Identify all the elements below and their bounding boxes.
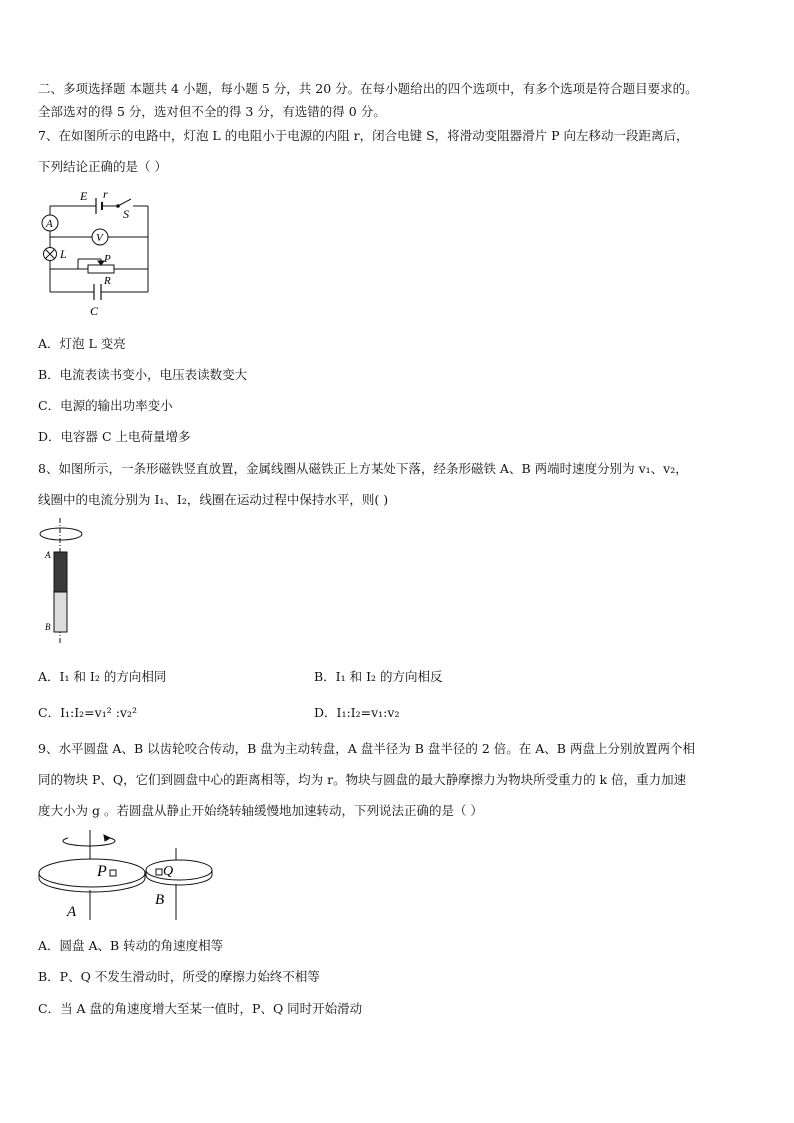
label-L: L bbox=[60, 247, 67, 261]
label-r: r bbox=[103, 187, 108, 201]
label-C: C bbox=[90, 304, 99, 318]
q8-option-d: D．I₁:I₂=v₁:v₂ bbox=[314, 705, 400, 720]
q9-discs-diagram bbox=[38, 830, 218, 925]
label-R: R bbox=[104, 275, 111, 287]
q7-option-c: C．电源的输出功率变小 bbox=[38, 398, 173, 413]
label-P: P bbox=[104, 253, 111, 265]
voltmeter-icon: V bbox=[96, 232, 103, 244]
q7-option-a: A．灯泡 L 变亮 bbox=[38, 336, 126, 351]
q8-magnet-coil-diagram bbox=[38, 516, 98, 646]
label-S: S bbox=[123, 207, 129, 221]
q7-circuit-diagram bbox=[38, 185, 158, 317]
q8-stem-line-1: 8、如图所示，一条形磁铁竖直放置，金属线圈从磁铁正上方某处下落，经条形磁铁 A、B 两端时速度分别为 v₁、v₂， bbox=[38, 461, 688, 476]
magnet-label-A: A bbox=[45, 550, 51, 560]
label-E: E bbox=[80, 189, 88, 203]
q7-option-d: D．电容器 C 上电荷量增多 bbox=[38, 429, 191, 444]
q9-option-b: B．P、Q 不发生滑动时，所受的摩擦力始终不相等 bbox=[38, 969, 320, 984]
q7-stem-line-1: 7、在如图所示的电路中，灯泡 L 的电阻小于电源的内阻 r，闭合电键 S，将滑动变阻器滑片 P 向左移动一段距离后， bbox=[38, 128, 689, 143]
q7-stem-line-2: 下列结论正确的是（ ） bbox=[38, 159, 167, 174]
q8-option-c: C．I₁:I₂=v₁² :v₂² bbox=[38, 705, 137, 720]
q8-stem-line-2: 线圈中的电流分别为 I₁、I₂，线圈在运动过程中保持水平，则( ) bbox=[38, 492, 389, 507]
section-instructions-line-2: 全部选对的得 5 分，选对但不全的得 3 分，有选错的得 0 分。 bbox=[38, 104, 386, 119]
block-label-Q: Q bbox=[163, 864, 174, 879]
section-instructions-line-1: 二、多项选择题 本题共 4 小题，每小题 5 分，共 20 分。在每小题给出的四个选项中，有多个选项是符合题目要求的。 bbox=[38, 81, 698, 96]
ammeter-icon: A bbox=[46, 218, 53, 230]
q9-option-c: C．当 A 盘的角速度增大至某一值时，P、Q 同时开始滑动 bbox=[38, 1001, 363, 1016]
magnet-label-B: B bbox=[45, 622, 51, 632]
disc-label-B: B bbox=[155, 892, 165, 908]
q8-option-a: A．I₁ 和 I₂ 的方向相同 bbox=[38, 669, 167, 684]
q9-stem-line-3: 度大小为 g 。若圆盘从静止开始绕转轴缓慢地加速转动，下列说法正确的是（ ） bbox=[38, 803, 483, 818]
block-label-P: P bbox=[97, 863, 107, 880]
disc-label-A: A bbox=[67, 904, 77, 920]
q9-stem-line-1: 9、水平圆盘 A、B 以齿轮咬合传动，B 盘为主动转盘，A 盘半径为 B 盘半径的 2 倍。在 A、B 两盘上分别放置两个相 bbox=[38, 741, 695, 756]
q9-stem-line-2: 同的物块 P、Q，它们到圆盘中心的距离相等，均为 r。物块与圆盘的最大静摩擦力为物块所受重力的 k 倍，重力加速 bbox=[38, 772, 687, 787]
q8-option-b: B．I₁ 和 I₂ 的方向相反 bbox=[314, 669, 443, 684]
q7-option-b: B．电流表读书变小，电压表读数变大 bbox=[38, 367, 248, 382]
q9-option-a: A．圆盘 A、B 转动的角速度相等 bbox=[38, 938, 224, 953]
